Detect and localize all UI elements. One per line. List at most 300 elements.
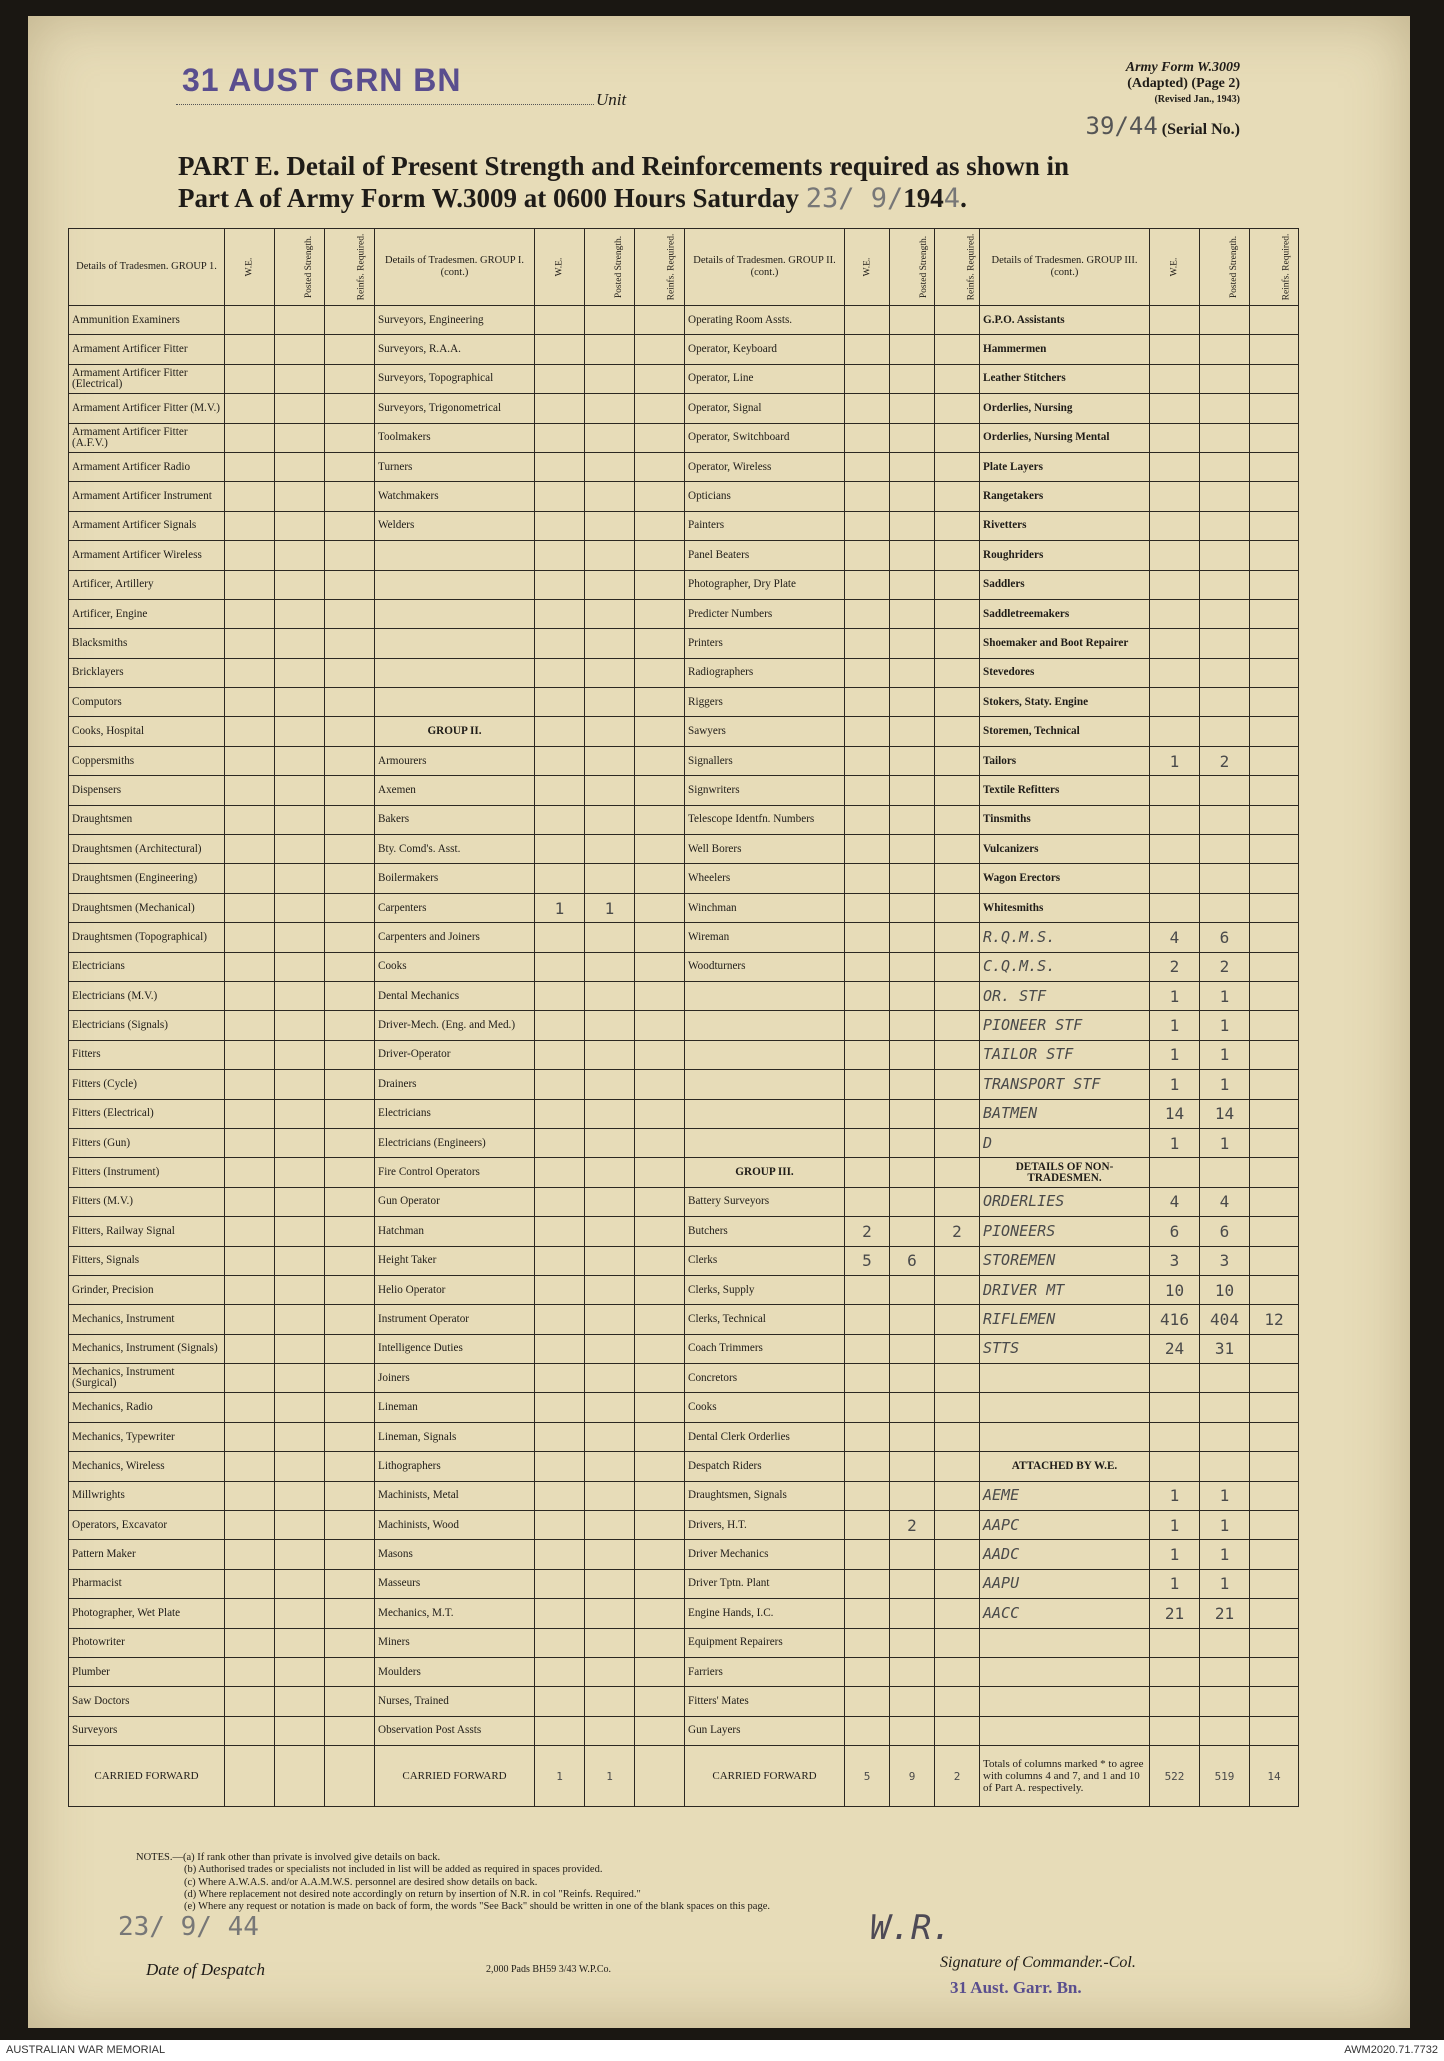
we-cell (535, 335, 585, 364)
trade-cell (980, 1716, 1150, 1745)
we-cell (535, 364, 585, 393)
posted-cell (275, 1657, 325, 1686)
we-cell (535, 1657, 585, 1686)
header-we: W.E. (845, 229, 890, 306)
posted-cell (890, 952, 935, 981)
we-cell (225, 658, 275, 687)
reinf-cell (635, 394, 685, 423)
we-cell (845, 1393, 890, 1422)
we-cell (845, 952, 890, 981)
reinf-cell (935, 1305, 980, 1334)
posted-cell (1200, 423, 1250, 452)
trade-cell: Carpenters (375, 893, 535, 922)
reinf-cell (1250, 1393, 1299, 1422)
posted-cell (585, 1422, 635, 1451)
posted-cell (890, 1393, 935, 1422)
reinf-cell (325, 1393, 375, 1422)
trade-cell: Armament Artificer Instrument (69, 482, 225, 511)
posted-cell: 1 (1200, 1040, 1250, 1069)
posted-cell (890, 306, 935, 335)
trade-cell: G.P.O. Assistants (980, 306, 1150, 335)
posted-cell (585, 1687, 635, 1716)
trade-cell: Whitesmiths (980, 893, 1150, 922)
table-row (69, 394, 1299, 423)
reinf-cell (1250, 688, 1299, 717)
we-cell (535, 1569, 585, 1598)
reinf-cell (325, 805, 375, 834)
we-cell (1150, 394, 1200, 423)
posted-cell (275, 1569, 325, 1598)
posted-cell (585, 1040, 635, 1069)
header-posted: Posted Strength. (1200, 229, 1250, 306)
header-details-g1: Details of Tradesmen. GROUP 1. (69, 229, 225, 306)
reinf-cell (1250, 1099, 1299, 1128)
posted-cell (890, 1628, 935, 1657)
reinf-cell (325, 452, 375, 481)
table-row (69, 1128, 1299, 1157)
trade-cell: Cooks, Hospital (69, 717, 225, 746)
posted-cell (1200, 688, 1250, 717)
posted-cell (585, 835, 635, 864)
trade-cell (685, 1070, 845, 1099)
reinf-cell (1250, 629, 1299, 658)
we-cell: 1 (1150, 1070, 1200, 1099)
trade-cell: Pattern Maker (69, 1540, 225, 1569)
we-cell: 1 (1150, 1540, 1200, 1569)
we-cell (845, 1334, 890, 1363)
trade-cell: PIONEERS (980, 1217, 1150, 1246)
we-cell (845, 1422, 890, 1451)
reinf-cell (635, 776, 685, 805)
header-reinf: Reinfs. Required. (1250, 229, 1299, 306)
trade-cell: Electricians (M.V.) (69, 981, 225, 1010)
trade-cell: PIONEER STF (980, 1011, 1150, 1040)
posted-cell (585, 452, 635, 481)
trade-cell: Hatchman (375, 1217, 535, 1246)
we-cell (845, 306, 890, 335)
posted-cell: 3 (1200, 1246, 1250, 1275)
trade-cell: Mechanics, Typewriter (69, 1422, 225, 1451)
we-cell (1150, 1393, 1200, 1422)
reinf-cell (1250, 394, 1299, 423)
note-a: NOTES.—(a) If rank other than private is involved give details on back. (136, 1852, 441, 1863)
reinf-cell (1250, 1275, 1299, 1304)
trade-cell: Fitters (Gun) (69, 1128, 225, 1157)
we-cell (1150, 570, 1200, 599)
posted-cell (1200, 835, 1250, 864)
table-row (69, 1540, 1299, 1569)
trade-cell: Engine Hands, I.C. (685, 1599, 845, 1628)
reinf-cell (325, 394, 375, 423)
we-cell (225, 776, 275, 805)
archive-footer (0, 2040, 1444, 2061)
trade-cell: Miners (375, 1628, 535, 1657)
reinf-cell (325, 1511, 375, 1540)
header-details-g1c: Details of Tradesmen. GROUP I. (cont.) (375, 229, 535, 306)
posted-cell (1200, 805, 1250, 834)
posted-cell (1200, 1452, 1250, 1481)
reinf-cell (325, 835, 375, 864)
trade-cell (685, 1011, 845, 1040)
we-cell (225, 1540, 275, 1569)
reinf-cell (325, 1305, 375, 1334)
we-cell (535, 1628, 585, 1657)
posted-cell (585, 1187, 635, 1216)
trade-cell: OR. STF (980, 981, 1150, 1010)
posted-cell (585, 658, 635, 687)
table-row (69, 1275, 1299, 1304)
posted-cell (585, 306, 635, 335)
reinf-cell (935, 1540, 980, 1569)
trade-cell: Masons (375, 1540, 535, 1569)
we-cell (845, 1687, 890, 1716)
reinf-cell (325, 511, 375, 540)
table-row (69, 776, 1299, 805)
posted-cell (275, 570, 325, 599)
page-title (178, 150, 1069, 215)
trade-cell: Toolmakers (375, 423, 535, 452)
reinf-cell (635, 1305, 685, 1334)
trade-cell: AACC (980, 1599, 1150, 1628)
trade-cell: Draughtsmen (Mechanical) (69, 893, 225, 922)
posted-cell (1200, 893, 1250, 922)
we-cell (845, 482, 890, 511)
reinf-cell (635, 835, 685, 864)
trade-cell: Mechanics, Instrument (Surgical) (69, 1364, 225, 1393)
trade-cell: Operator, Wireless (685, 452, 845, 481)
we-cell (845, 1452, 890, 1481)
reinf-cell (635, 1246, 685, 1275)
we-cell (535, 1070, 585, 1099)
posted-cell (275, 1217, 325, 1246)
trade-cell: Saddletreemakers (980, 599, 1150, 628)
posted-cell (275, 511, 325, 540)
reinf-cell (635, 1481, 685, 1510)
reinf-cell (635, 1217, 685, 1246)
form-reference (1030, 60, 1240, 108)
we-cell (225, 1452, 275, 1481)
posted-cell (1200, 1687, 1250, 1716)
reinf-cell (635, 452, 685, 481)
we-cell (535, 1364, 585, 1393)
trade-cell: Draughtsmen (Engineering) (69, 864, 225, 893)
we-cell (1150, 423, 1200, 452)
we-cell (845, 629, 890, 658)
we-cell (1150, 364, 1200, 393)
trade-cell: Clerks, Supply (685, 1275, 845, 1304)
reinf-cell (325, 1628, 375, 1657)
posted-cell (1200, 1716, 1250, 1745)
trade-cell: Boilermakers (375, 864, 535, 893)
we-cell (1150, 629, 1200, 658)
we-cell (225, 541, 275, 570)
header-we: W.E. (535, 229, 585, 306)
cf-g2-we: 1 (535, 1746, 585, 1807)
we-cell (845, 864, 890, 893)
we-cell (225, 423, 275, 452)
we-cell (535, 1011, 585, 1040)
posted-cell (890, 1422, 935, 1451)
trade-cell: Leather Stitchers (980, 364, 1150, 393)
reinf-cell (635, 1099, 685, 1128)
trade-cell: Vulcanizers (980, 835, 1150, 864)
posted-cell (1200, 1158, 1250, 1187)
reinf-cell (935, 1628, 980, 1657)
posted-cell (890, 452, 935, 481)
reinf-cell (1250, 335, 1299, 364)
printer-imprint: 2,000 Pads BH59 3/43 W.P.Co. (486, 1964, 612, 1975)
reinf-cell (1250, 599, 1299, 628)
trade-cell: Fitters, Signals (69, 1246, 225, 1275)
reinf-cell (935, 629, 980, 658)
we-cell (845, 688, 890, 717)
table-row (69, 805, 1299, 834)
we-cell: 1 (1150, 1128, 1200, 1157)
table-row (69, 1481, 1299, 1510)
reinf-cell (635, 1716, 685, 1745)
posted-cell (585, 1305, 635, 1334)
we-cell (535, 1687, 585, 1716)
table-row (69, 1334, 1299, 1363)
we-cell (225, 1687, 275, 1716)
posted-cell: 1 (1200, 1011, 1250, 1040)
reinf-cell (325, 1481, 375, 1510)
reinf-cell (635, 306, 685, 335)
posted-cell (890, 1687, 935, 1716)
trade-cell: Stevedores (980, 658, 1150, 687)
posted-cell (890, 717, 935, 746)
we-cell (535, 835, 585, 864)
we-cell (535, 1246, 585, 1275)
title-line-2: Part A of Army Form W.3009 at 0600 Hours Saturday 23/ 9/1944. (178, 183, 967, 214)
trade-cell: Well Borers (685, 835, 845, 864)
posted-cell: 6 (890, 1246, 935, 1275)
trade-cell: Moulders (375, 1657, 535, 1686)
signature-label: Signature of Commander.-Col. (940, 1954, 1136, 1971)
posted-cell (585, 511, 635, 540)
trade-cell: ORDERLIES (980, 1187, 1150, 1216)
table-row (69, 717, 1299, 746)
reinf-cell (935, 1599, 980, 1628)
posted-cell (275, 423, 325, 452)
we-cell (845, 746, 890, 775)
table-row (69, 864, 1299, 893)
posted-cell (275, 717, 325, 746)
posted-cell (890, 864, 935, 893)
we-cell (1150, 1687, 1200, 1716)
posted-cell (275, 1334, 325, 1363)
totals-note: Totals of columns marked * to agree with columns 4 and 7, and 1 and 10 of Part A. respectively. (980, 1746, 1150, 1807)
trade-cell: Axemen (375, 776, 535, 805)
we-cell (225, 1217, 275, 1246)
we-cell (225, 1422, 275, 1451)
trade-cell: Bakers (375, 805, 535, 834)
reinf-cell (325, 1246, 375, 1275)
notes (136, 1852, 1256, 1913)
posted-cell (890, 1187, 935, 1216)
trade-cell: Armament Artificer Fitter (A.F.V.) (69, 423, 225, 452)
we-cell (845, 394, 890, 423)
we-cell (845, 1040, 890, 1069)
posted-cell: 6 (1200, 923, 1250, 952)
we-cell (1150, 541, 1200, 570)
trade-cell: Surveyors, Topographical (375, 364, 535, 393)
we-cell (535, 1158, 585, 1187)
posted-cell: 31 (1200, 1334, 1250, 1363)
trade-cell: Panel Beaters (685, 541, 845, 570)
reinf-cell (635, 335, 685, 364)
trade-cell: AAPU (980, 1569, 1150, 1598)
reinf-cell (635, 482, 685, 511)
reinf-cell (1250, 541, 1299, 570)
we-cell (535, 1511, 585, 1540)
reinf-cell (1250, 1569, 1299, 1598)
table-row (69, 452, 1299, 481)
posted-cell (585, 1569, 635, 1598)
we-cell: 6 (1150, 1217, 1200, 1246)
table-row (69, 1716, 1299, 1745)
reinf-cell (1250, 776, 1299, 805)
trade-cell: Driver Tptn. Plant (685, 1569, 845, 1598)
table-body (69, 306, 1299, 1746)
reinf-cell (1250, 1481, 1299, 1510)
we-cell (845, 1187, 890, 1216)
posted-cell (1200, 776, 1250, 805)
header-reinf: Reinfs. Required. (635, 229, 685, 306)
reinf-cell (325, 1452, 375, 1481)
reinf-cell (325, 1657, 375, 1686)
posted-cell (585, 423, 635, 452)
trade-cell (375, 541, 535, 570)
posted-cell (585, 1217, 635, 1246)
we-cell (225, 688, 275, 717)
posted-cell (1200, 1657, 1250, 1686)
we-cell (535, 482, 585, 511)
trade-cell: Fitters (Cycle) (69, 1070, 225, 1099)
trade-cell: Textile Refitters (980, 776, 1150, 805)
trade-cell: Photographer, Wet Plate (69, 1599, 225, 1628)
posted-cell (890, 1599, 935, 1628)
posted-cell (275, 835, 325, 864)
reinf-cell (1250, 1040, 1299, 1069)
trade-cell: Farriers (685, 1657, 845, 1686)
we-cell (1150, 688, 1200, 717)
posted-cell (275, 1099, 325, 1128)
carried-forward-label: CARRIED FORWARD (685, 1746, 845, 1807)
reinf-cell (935, 1187, 980, 1216)
we-cell (225, 746, 275, 775)
reinf-cell (635, 1187, 685, 1216)
reinf-cell (935, 1364, 980, 1393)
trade-cell: Electricians (375, 1099, 535, 1128)
reinf-cell (935, 1393, 980, 1422)
posted-cell: 1 (585, 893, 635, 922)
we-cell (535, 923, 585, 952)
note-c: (c) Where A.W.A.S. and/or A.A.M.W.S. personnel are desired show details on back. (184, 1876, 538, 1888)
trade-cell: STOREMEN (980, 1246, 1150, 1275)
we-cell (225, 1569, 275, 1598)
reinf-cell (1250, 1158, 1299, 1187)
posted-cell (890, 629, 935, 658)
we-cell: 14 (1150, 1099, 1200, 1128)
we-cell (225, 923, 275, 952)
posted-cell (1200, 364, 1250, 393)
posted-cell (585, 1128, 635, 1157)
title-year: 194 (903, 183, 944, 213)
posted-cell (890, 570, 935, 599)
trade-cell: Winchman (685, 893, 845, 922)
we-cell: 1 (1150, 1011, 1200, 1040)
posted-cell (275, 452, 325, 481)
we-cell (225, 306, 275, 335)
we-cell (1150, 1158, 1200, 1187)
posted-cell (275, 864, 325, 893)
we-cell (845, 452, 890, 481)
table-row (69, 1569, 1299, 1598)
trade-cell (685, 1128, 845, 1157)
trade-cell: Electricians (Engineers) (375, 1128, 535, 1157)
table-row (69, 599, 1299, 628)
reinf-cell (1250, 1422, 1299, 1451)
posted-cell (890, 482, 935, 511)
posted-cell (1200, 452, 1250, 481)
reinf-cell (935, 1275, 980, 1304)
we-cell: 1 (1150, 1040, 1200, 1069)
trade-cell: Dental Clerk Orderlies (685, 1422, 845, 1451)
trade-cell: Fitters (Instrument) (69, 1158, 225, 1187)
posted-cell (890, 1275, 935, 1304)
trade-cell (980, 1422, 1150, 1451)
posted-cell (890, 1099, 935, 1128)
trade-cell: Driver-Mech. (Eng. and Med.) (375, 1011, 535, 1040)
we-cell: 1 (1150, 746, 1200, 775)
table-row (69, 1217, 1299, 1246)
trade-cell: Fitters (69, 1040, 225, 1069)
reinf-cell (1250, 1246, 1299, 1275)
trade-cell: Armourers (375, 746, 535, 775)
trade-cell: Saw Doctors (69, 1687, 225, 1716)
despatch-date-handwritten: 23/ 9/ 44 (118, 1912, 259, 1942)
trade-cell: Mechanics, M.T. (375, 1599, 535, 1628)
trade-cell: Armament Artificer Fitter (Electrical) (69, 364, 225, 393)
title-line-1: PART E. Detail of Present Strength and Reinforcements required as shown in (178, 151, 1070, 181)
posted-cell: 2 (1200, 952, 1250, 981)
reinf-cell (935, 1334, 980, 1363)
we-cell (1150, 658, 1200, 687)
table-row (69, 1452, 1299, 1481)
cf-g3-we: 5 (845, 1746, 890, 1807)
posted-cell (275, 1481, 325, 1510)
table-row (69, 335, 1299, 364)
we-cell (845, 658, 890, 687)
posted-cell (585, 1070, 635, 1099)
reinf-cell (1250, 1540, 1299, 1569)
posted-cell (585, 1628, 635, 1657)
table-row (69, 1511, 1299, 1540)
we-cell (535, 1040, 585, 1069)
reinf-cell (325, 1569, 375, 1598)
posted-cell (890, 394, 935, 423)
we-cell (535, 1422, 585, 1451)
posted-cell (585, 1657, 635, 1686)
we-cell (535, 1099, 585, 1128)
table-row (69, 629, 1299, 658)
we-cell (225, 1275, 275, 1304)
reinf-cell (635, 1452, 685, 1481)
we-cell (535, 306, 585, 335)
we-cell (225, 835, 275, 864)
posted-cell (1200, 1422, 1250, 1451)
